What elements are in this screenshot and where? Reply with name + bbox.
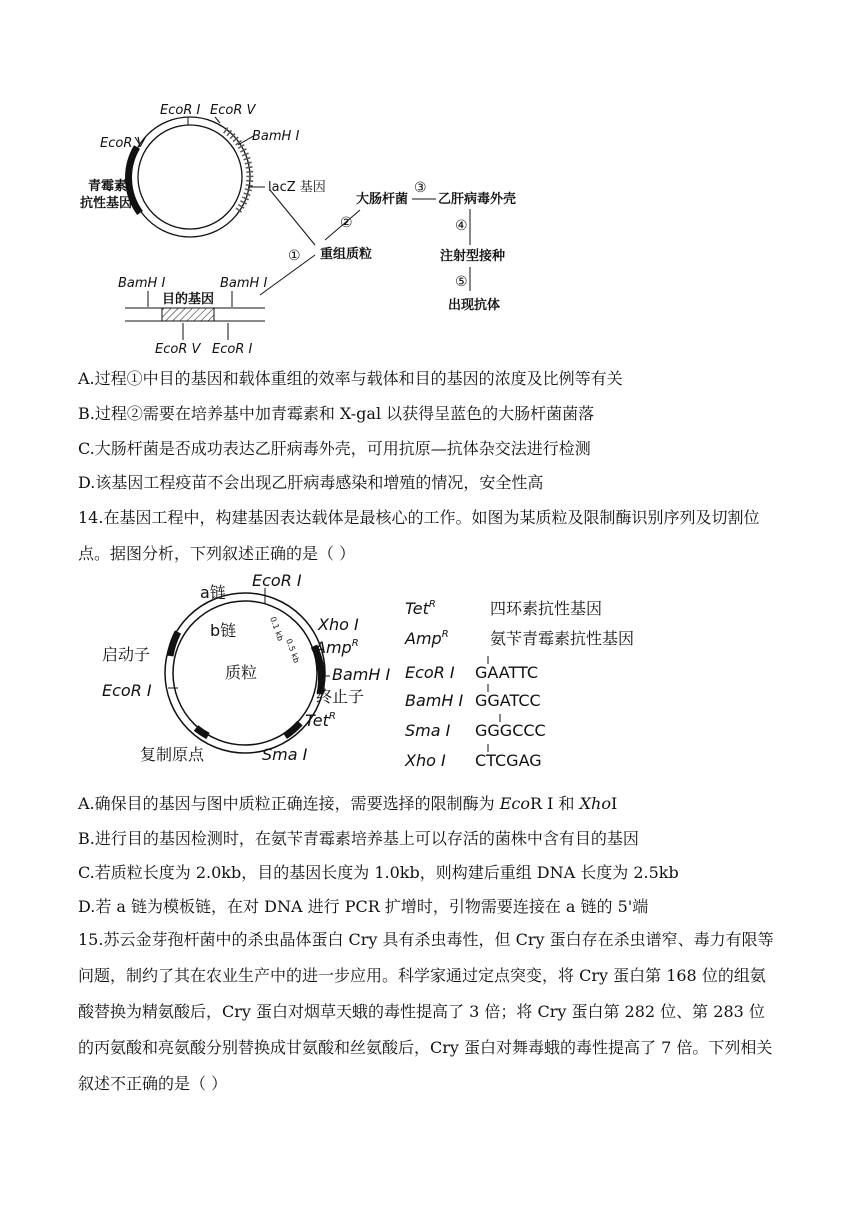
promoter-arc	[170, 632, 178, 656]
legend-desc-4: GGGCCC	[475, 721, 546, 740]
figure-1-vaccine-diagram	[80, 95, 540, 360]
label-step1: ①	[288, 248, 301, 264]
q14-option-c: C.若质粒长度为 2.0kb，目的基因长度为 1.0kb，则构建后重组 DNA 长度为 2.5kb	[78, 863, 679, 882]
q13-option-a: A.过程①中目的基因和载体重组的效率与载体和目的基因的浓度及比例等有关	[78, 369, 623, 388]
label-a-chain: a链	[200, 583, 226, 602]
label-amp: Amp$^R$	[315, 638, 359, 657]
label-xhoi: Xho Ⅰ	[318, 615, 359, 634]
legend-name-3: BamH Ⅰ	[405, 691, 464, 710]
label-ecori: EcoR Ⅰ	[160, 103, 201, 118]
label-step3: ③	[414, 180, 427, 196]
legend-name-0: Tet$^R$	[405, 599, 436, 618]
label-distance-1: 0.1 kb	[268, 615, 286, 643]
label-ecorv-left: EcoR Ⅴ	[100, 136, 146, 151]
label-bamhi-left: BamH Ⅰ	[118, 276, 166, 291]
label-smai: Sma Ⅰ	[262, 745, 308, 764]
label-terminator: 终止子	[316, 687, 365, 706]
label-bamhi: BamH Ⅰ	[252, 129, 300, 144]
plasmid-outer-ring	[130, 117, 250, 237]
q13-option-b: B.过程②需要在培养基中加青霉素和 X-gal 以获得呈蓝色的大肠杆菌菌落	[78, 404, 595, 423]
legend-name-5: Xho Ⅰ	[405, 751, 446, 770]
label-recombinant-plasmid: 重组质粒	[320, 247, 373, 262]
label-hbv-shell: 乙肝病毒外壳	[438, 192, 517, 207]
legend-desc-3: GGATCC	[475, 691, 541, 710]
legend-name-2: EcoR Ⅰ	[405, 663, 455, 682]
legend-desc-5: CTCGAG	[475, 751, 542, 770]
legend-desc-1: 氨苄青霉素抗性基因	[490, 629, 635, 648]
ori-arc	[196, 728, 208, 736]
label-promoter: 启动子	[102, 645, 151, 664]
plasmid-inner-ring	[138, 125, 242, 229]
label-ecori-bottom: EcoR Ⅰ	[212, 342, 253, 357]
q14-option-a: A.确保目的基因与图中质粒正确连接，需要选择的限制酶为 EcoR I 和 XhoI	[78, 794, 618, 813]
label-b-chain: b链	[210, 621, 237, 640]
q14-option-b: B.进行目的基因检测时，在氨苄青霉素培养基上可以存活的菌株中含有目的基因	[78, 829, 639, 848]
legend-name-1: Amp$^R$	[405, 629, 449, 648]
label-target-gene: 目的基因	[162, 292, 215, 307]
q14-stem: 14.在基因工程中，构建基因表达载体是最核心的工作。如图为某质粒及限制酶识别序列及切割位点。据图分析，下列叙述正确的是（ ）	[78, 508, 760, 563]
label-step2: ②	[340, 215, 353, 231]
label-bamhi-right: BamH Ⅰ	[220, 276, 268, 291]
label-plasmid: 质粒	[225, 663, 258, 682]
q13-option-d: D.该基因工程疫苗不会出现乙肝病毒感染和增殖的情况，安全性高	[78, 473, 544, 492]
q15-stem: 15.苏云金芽孢杆菌中的杀虫晶体蛋白 Cry 具有杀虫毒性，但 Cry 蛋白存在杀虫谱窄、毒力有限等问题，制约了其在农业生产中的进一步应用。科学家通过定点突变，将 Cry 蛋白第 168 位的组氨酸替换为精氨酸后，Cry 蛋白对烟草天蛾的毒性提高了 3 倍；将 Cry 蛋白第 282 位、第 283 位的丙氨酸和亮氨酸分别替换成甘氨酸和丝氨酸后，Cry 蛋白对舞毒蛾的毒性提高了 7 倍。下列相关叙述不正确的是（ ）	[78, 930, 774, 1093]
label-resistance-gene: 抗性基因	[80, 196, 133, 211]
label-antibody: 出现抗体	[448, 298, 501, 313]
label-ecoli: 大肠杆菌	[356, 192, 409, 207]
label-step5: ⑤	[455, 274, 468, 290]
label-bamhi: BamH Ⅰ	[332, 665, 391, 684]
q13-option-c: C.大肠杆菌是否成功表达乙肝病毒外壳，可用抗原—抗体杂交法进行检测	[78, 439, 591, 458]
label-replication-origin: 复制原点	[140, 745, 205, 764]
legend-desc-2: GAATTC	[475, 663, 538, 682]
label-ecorv-top: EcoR Ⅴ	[210, 103, 256, 118]
target-gene-block	[162, 308, 214, 321]
legend-name-4: Sma Ⅰ	[405, 721, 451, 740]
label-penicillin: 青霉素	[88, 179, 128, 194]
label-ecori-top: EcoR Ⅰ	[252, 571, 302, 590]
q14-option-d: D.若 a 链为模板链，在对 DNA 进行 PCR 扩增时，引物需要连接在 a 链的 5'端	[78, 897, 649, 916]
legend-desc-0: 四环素抗性基因	[490, 599, 603, 618]
label-distance-2: 0.5 kb	[284, 637, 302, 665]
label-ecorv-bottom: EcoR Ⅴ	[155, 342, 201, 357]
step1-arrow-upper	[270, 190, 315, 245]
figure-2-plasmid-map	[100, 568, 660, 778]
label-tet: Tet$^R$	[305, 711, 336, 730]
label-lacz: lacZ 基因	[268, 180, 326, 195]
label-ecori-left: EcoR Ⅰ	[102, 681, 152, 700]
label-step4: ④	[455, 218, 468, 234]
label-injection: 注射型接种	[440, 249, 506, 264]
enzyme-legend	[404, 599, 634, 770]
